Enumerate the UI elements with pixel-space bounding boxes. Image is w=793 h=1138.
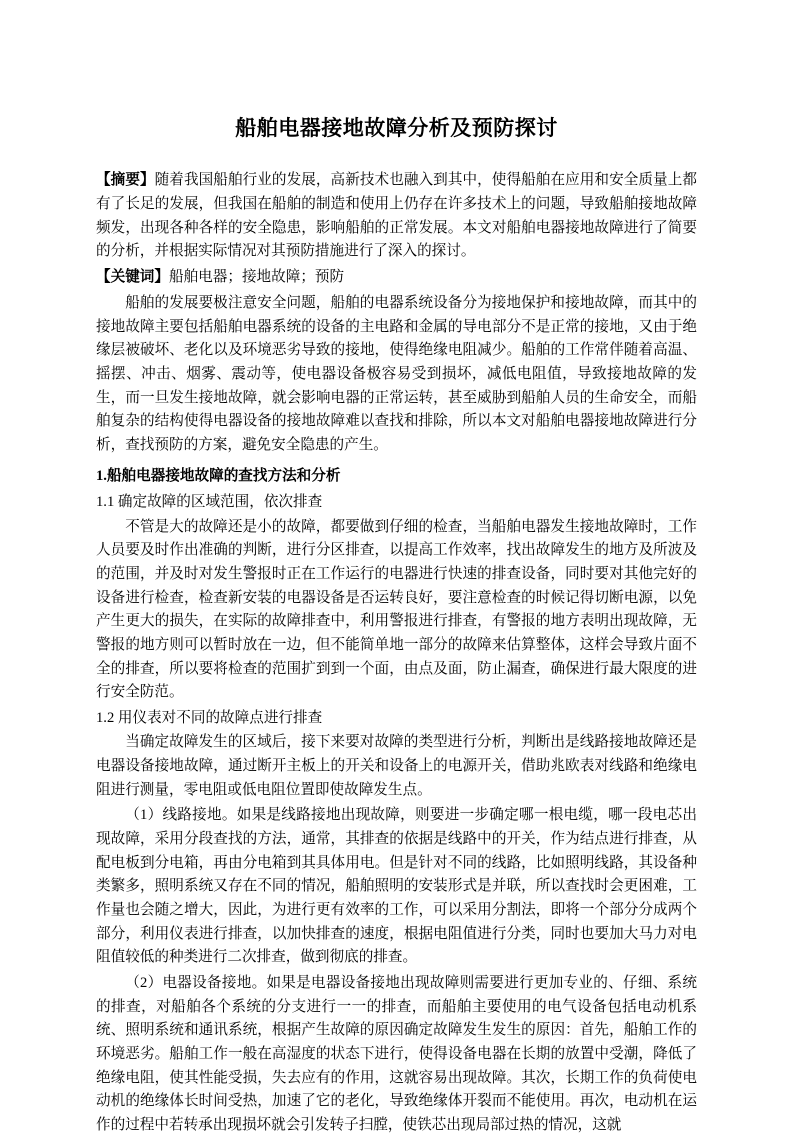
abstract-text: 随着我国船舶行业的发展，高新技术也融入到其中，使得船舶在应用和安全质量上都有了长足的发展，但我国在船舶的制造和使用上仍存在许多技术上的问题，导致船舶接地故障频发，出现各种各样的安全隐患，影响船舶的正常发展。本文对船舶电器接地故障进行了简要的分析，并根据实际情况对其预防措施进行了深入的探讨。 [96,172,697,260]
list-item-1-paragraph: （1）线路接地。如果是线路接地出现故障，则要进一步确定哪一根电缆，哪一段电芯出现故障，采用分段查找的方法，通常，其排查的依据是线路中的开关，作为结点进行排查，从配电板到分电箱，再由分电箱到其具体用电。但是针对不同的线路，比如照明线路，其设备种类繁多，照明系统又存在不同的情况，船舶照明的安装形式是并联，所以查找时会更困难，工作量也会随之增大，因此，为进行更有效率的工作，可以采用分割法，即将一个部分分成两个部分，利用仪表进行排查，以加快排查的速度，根据电阻值进行分类，同时也要加大马力对电阻值较低的种类进行二次排查，做到彻底的排查。 [96,807,697,966]
abstract-label: 【摘要】 [96,172,155,189]
section-1-2-heading: 1.2 用仪表对不同的故障点进行排查 [96,709,323,726]
abstract-paragraph [96,169,697,264]
section-1-heading: 1.船舶电器接地故障的查找方法和分析 [96,468,341,485]
keywords-paragraph [96,266,697,290]
section-1-1-heading: 1.1 确定故障的区域范围，依次排查 [96,494,323,511]
section-1-1-paragraph: 不管是大的故障还是小的故障，都要做到仔细的检查，当船舶电器发生接地故障时，工作人员要及时作出准确的判断，进行分区排查，以提高工作效率，找出故障发生的地方及所波及的范围，并及时对发生警报时正在工作运行的电器进行快速的排查设备，同时要对其他完好的设备进行检查，检查新安装的电器设备是否运转良好，要注意检查的时候记得切断电源，以免产生更大的损失，在实际的故障排查中，利用警报进行排查，有警报的地方表明出现故障，无警报的地方则可以暂时放在一边，但不能简单地一部分的故障来估算整体，这样会导致片面不全的排查，所以要将检查的范围扩到到一个面，由点及面，防止漏查，确保进行最大限度的进行安全防范。 [96,518,697,701]
page-title: 船舶电器接地故障分析及预防探讨 [235,116,558,140]
section-1-2-paragraph: 当确定故障发生的区域后，接下来要对故障的类型进行分析，判断出是线路接地故障还是电器设备接地故障，通过断开主板上的开关和设备上的电源开关，借助兆欧表对线路和绝缘电阻进行测量，零电阻或低电阻位置即使故障发生点。 [96,734,697,798]
intro-paragraph: 船舶的发展要极注意安全问题，船舶的电器系统设备分为接地保护和接地故障，而其中的接地故障主要包括船舶电器系统的设备的主电路和金属的导电部分不是正常的接地，又由于绝缘层被破坏、老化以及环境恶劣导致的接地，使得绝缘电阻减少。船舶的工作常伴随着高温、摇摆、冲击、烟雾、震动等，使电器设备极容易受到损坏，减低电阻值，导致接地故障的发生，而一旦发生接地故障，就会影响电器的正常运转，甚至威胁到船舶人员的生命安全，而船舶复杂的结构使得电器设备的接地故障难以查找和排除，所以本文对船舶电器接地故障进行分析，查找预防的方案，避免安全隐患的产生。 [96,294,697,453]
keywords-text: 船舶电器；接地故障；预防 [168,269,345,286]
list-item-2-paragraph: （2）电器设备接地。如果是电器设备接地出现故障则需要进行更加专业的、仔细、系统的排查，对船舶各个系统的分支进行一一的排查，而船舶主要使用的电气设备包括电动机系统、照明系统和通讯系统，根据产生故障的原因确定故障发生发生的原因：首先，船舶工作的环境恶劣。船舶工作一般在高湿度的状态下进行，使得设备电器在长期的放置中受潮，降低了绝缘电阻，使其性能受损，失去应有的作用，这就容易出现故障。其次，长期工作的负荷使电动机的绝缘体长时间受热，加速了它的老化，导致绝缘体开裂而不能使用。再次，电动机在运作的过程中若转承出现损坏就会引发转子扫膛，使铁芯出现局部过热的情况，这就 [96,975,697,1133]
keywords-label: 【关键词】 [96,269,169,286]
